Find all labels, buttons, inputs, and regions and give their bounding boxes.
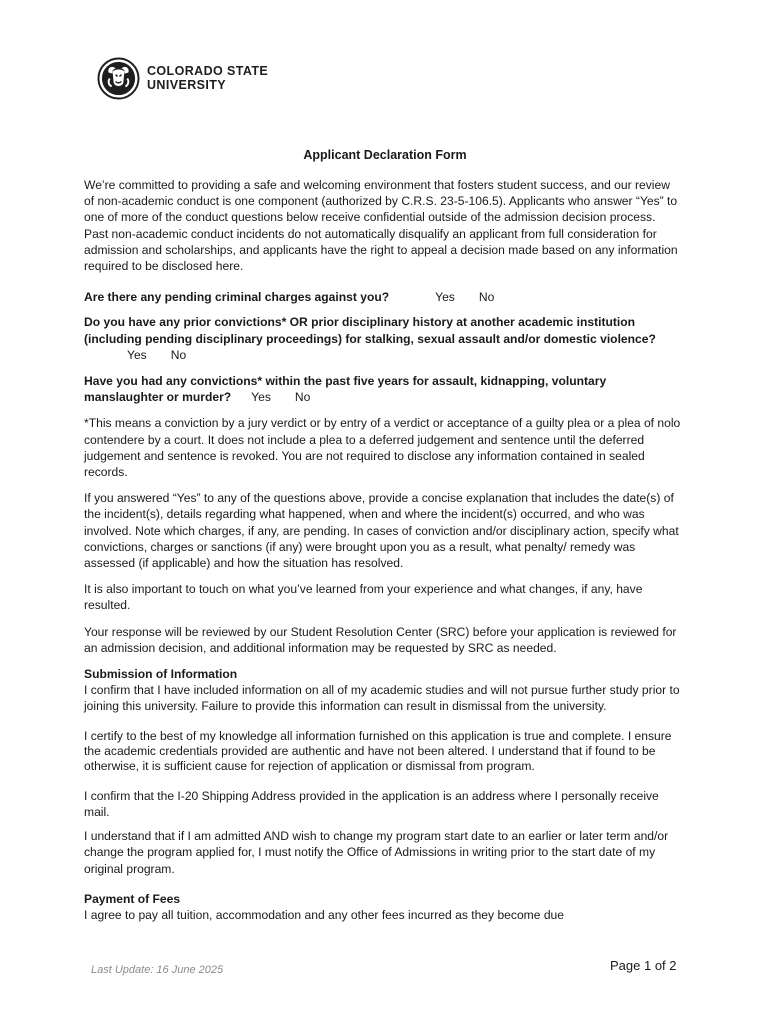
question-1-yes[interactable]: Yes: [435, 290, 455, 305]
form-body: [84, 177, 682, 923]
question-3: [84, 373, 682, 405]
form-title: Applicant Declaration Form: [303, 148, 467, 162]
payment-heading: Payment of Fees: [84, 891, 181, 906]
submission-paragraph-4: I understand that if I am admitted AND wish to change my program start date to an earlier or later term and/or change the program applied for, I must notify the Office of Admissions in writing prior to the start date of my original program.: [84, 829, 669, 876]
question-2-text: Do you have any prior convictions* OR prior disciplinary history at another academic institution (including pending disciplinary proceedings) for stalking, sexual assault and/or domestic violence?: [84, 315, 656, 346]
question-2-yes[interactable]: Yes: [127, 347, 147, 362]
university-logo: [97, 57, 268, 100]
question-1: [84, 289, 682, 305]
question-1-no[interactable]: No: [478, 290, 495, 305]
question-3-yes[interactable]: Yes: [251, 390, 271, 405]
university-name: [147, 65, 268, 92]
question-2: [84, 314, 682, 363]
last-update: Last Update: 16 June 2025: [91, 964, 224, 976]
submission-paragraph-3: I confirm that the I-20 Shipping Address provided in the application is an address where I personally receive mail.: [84, 788, 659, 819]
question-1-text: Are there any pending criminal charges against you?: [84, 290, 390, 305]
submission-paragraph-2: I certify to the best of my knowledge all information furnished on this application is true and complete. I ensure the academic credentials provided are authentic and have not been altered. I understand that if found to be otherwise, it is sufficient cause for rejection of application or dismissal from program.: [84, 728, 672, 773]
submission-paragraph-1: I confirm that I have included information on all of my academic studies and will not pursue further study prior to joining this university. Failure to provide this information can result in dismissal from the university.: [84, 683, 680, 714]
question-2-no[interactable]: No: [170, 347, 187, 362]
logo-line-1: COLORADO STATE: [147, 64, 269, 78]
review-paragraph: Your response will be reviewed by our Student Resolution Center (SRC) before your application is reviewed for an admission decision, and additional information may be requested by SRC as needed.: [84, 624, 677, 655]
submission-heading: Submission of Information: [84, 667, 238, 682]
page-number: Page 1 of 2: [610, 958, 677, 973]
learned-paragraph: It is also important to touch on what you’ve learned from your experience and what changes, if any, have resulted.: [84, 582, 643, 613]
question-3-text: Have you had any convictions* within the past five years for assault, kidnapping, voluntary manslaughter or murder?: [84, 374, 607, 405]
payment-paragraph: I agree to pay all tuition, accommodation and any other fees incurred as they become due: [84, 907, 565, 922]
footnote-paragraph: *This means a conviction by a jury verdict or by entry of a verdict or acceptance of a guilty plea or a plea of nolo contendere by a court. It does not include a plea to a deferred judgement and sentence until the deferred judgement and sentence is revoked. You are not required to disclose any information contained in sealed records.: [84, 416, 681, 480]
logo-line-2: UNIVERSITY: [147, 77, 227, 92]
explanation-paragraph: If you answered “Yes” to any of the questions above, provide a concise explanation that includes the date(s) of the incident(s), details regarding what happened, when and where the incident(s) occurred, and who was involved. Note which charges, if any, are pending. In cases of conviction and/or disciplinary action, specify what convictions, charges or sanctions (if any) were brought upon you as a result, what penalty/ remedy was assessed (if applicable) and how the situation has resolved.: [84, 491, 679, 571]
ram-logo-icon: [97, 57, 140, 100]
intro-paragraph: We’re committed to providing a safe and welcoming environment that fosters student success, and our review of non-academic conduct is one component (authorized by C.R.S. 23-5-106.5). Applicants who answer “Yes” to one of more of the conduct questions below receive confidential outside of the admission decision process. Past non-academic conduct incidents do not automatically disqualify an applicant from full consideration for admission and scholarships, and applicants have the right to appeal a decision made based on any information required to be disclosed here.: [84, 178, 678, 274]
question-3-no[interactable]: No: [294, 390, 311, 405]
